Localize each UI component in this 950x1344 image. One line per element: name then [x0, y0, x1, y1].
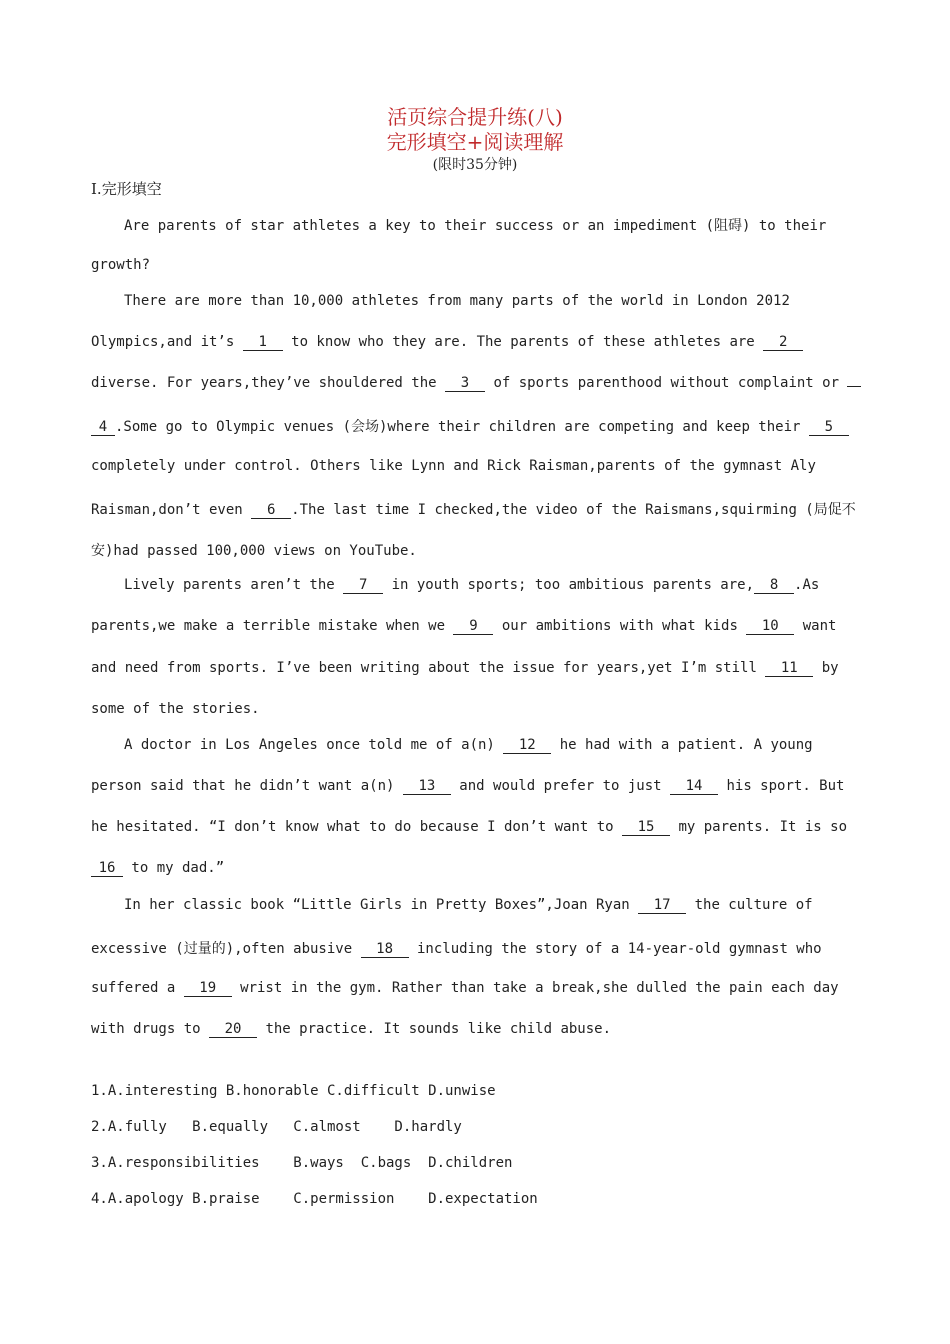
blank-17: 17 — [638, 897, 686, 914]
question-options: 4.A.apology B.praise C.permission D.expectation — [91, 1191, 538, 1207]
passage-line: growth? — [91, 257, 151, 273]
passage-line: Are parents of star athletes a key to their success or an impediment (阻碍) to their — [124, 218, 827, 234]
blank-3: 3 — [445, 375, 485, 392]
question-options: 2.A.fully B.equally C.almost D.hardly — [91, 1119, 462, 1135]
passage-line: person said that he didn’t want a(n) 13 and would prefer to just 14 his sport. But — [91, 778, 845, 794]
passage-line: he hesitated. “I don’t know what to do because I don’t want to 15 my parents. It is so — [91, 819, 848, 835]
passage-line: excessive (过量的),often abusive 18 including the story of a 14-year-old gymnast who — [91, 941, 822, 957]
passage-line: diverse. For years,they’ve shouldered the 3 of sports parenthood without complaint or — [91, 375, 861, 392]
passage-line: Lively parents aren’t the 7 in youth sports; too ambitious parents are, 8 .As — [124, 577, 820, 593]
blank-15: 15 — [622, 819, 670, 836]
passage-line: parents,we make a terrible mistake when we 9 our ambitions with what kids 10 want — [91, 618, 837, 634]
time-limit: (限时35分钟) — [432, 157, 518, 173]
blank-7: 7 — [343, 577, 383, 594]
blank-8: 8 — [754, 577, 794, 594]
question-options: 3.A.responsibilities B.ways C.bags D.children — [91, 1155, 513, 1171]
blank-16: 16 — [91, 860, 123, 877]
blank-2: 2 — [763, 334, 803, 351]
blank-5: 5 — [809, 419, 849, 436]
passage-line: 安)had passed 100,000 views on YouTube. — [91, 543, 417, 559]
blank-18: 18 — [361, 941, 409, 958]
passage-line: with drugs to 20 the practice. It sounds like child abuse. — [91, 1021, 612, 1037]
passage-line: some of the stories. — [91, 701, 260, 717]
blank-10: 10 — [746, 618, 794, 635]
passage-line: There are more than 10,000 athletes from many parts of the world in London 2012 — [124, 293, 790, 309]
passage-line: A doctor in Los Angeles once told me of a(n) 12 he had with a patient. A young — [124, 737, 813, 753]
passage-line: and need from sports. I’ve been writing about the issue for years,yet I’m still 11 by — [91, 660, 839, 676]
blank-20: 20 — [209, 1021, 257, 1038]
page-subtitle: 完形填空+阅读理解 — [386, 130, 564, 154]
passage-line: completely under control. Others like Lynn and Rick Raisman,parents of the gymnast Aly — [91, 458, 816, 474]
blank-12: 12 — [503, 737, 551, 754]
passage-line: 4 .Some go to Olympic venues (会场)where their children are competing and keep their 5 — [91, 416, 849, 436]
blank-4: 4 — [91, 419, 115, 436]
blank-9: 9 — [453, 618, 493, 635]
blank-4-start — [847, 386, 861, 387]
blank-6: 6 — [251, 502, 291, 519]
blank-1: 1 — [243, 334, 283, 351]
section-heading: I.完形填空 — [91, 180, 162, 198]
question-options: 1.A.interesting B.honorable C.difficult D.unwise — [91, 1083, 496, 1099]
passage-line: Olympics,and it’s 1 to know who they are. The parents of these athletes are 2 — [91, 334, 803, 351]
page-title: 活页综合提升练(八) — [387, 105, 563, 129]
blank-11: 11 — [765, 660, 813, 677]
passage-line: 16 to my dad.” — [91, 860, 224, 877]
blank-14: 14 — [670, 778, 718, 795]
blank-13: 13 — [403, 778, 451, 795]
passage-line: In her classic book “Little Girls in Pretty Boxes”,Joan Ryan 17 the culture of — [124, 897, 813, 913]
passage-line: Raisman,don’t even 6 .The last time I checked,the video of the Raismans,squirming (局促不 — [91, 502, 856, 518]
blank-19: 19 — [184, 980, 232, 997]
passage-line: suffered a 19 wrist in the gym. Rather than take a break,she dulled the pain each day — [91, 980, 839, 996]
